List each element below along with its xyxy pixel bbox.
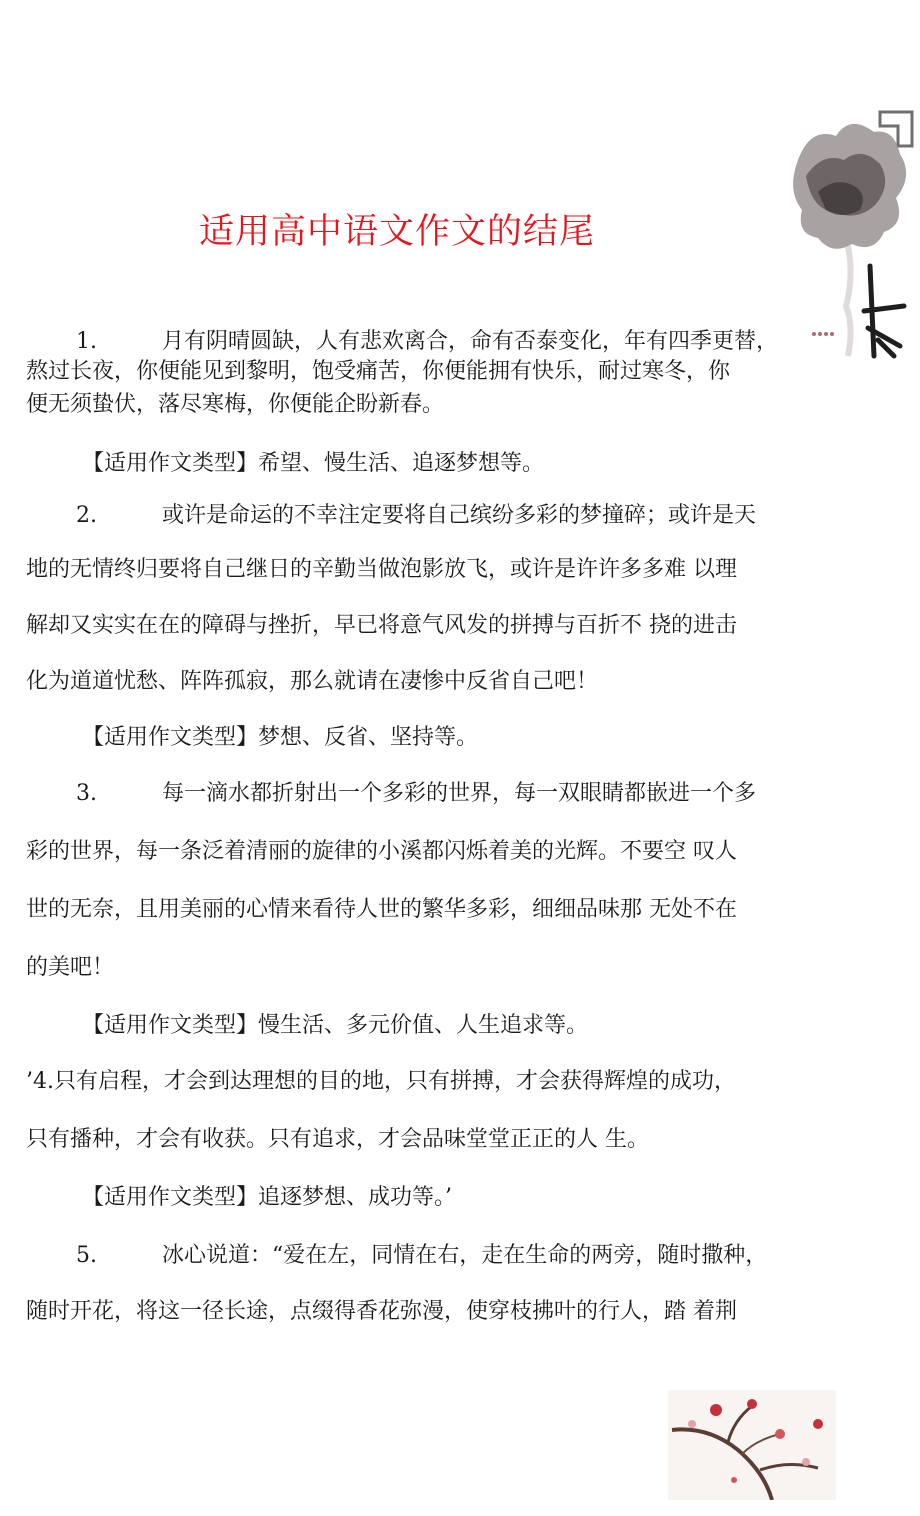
line-text: 【适用作文类型】希望、慢生活、追逐梦想等。 <box>82 451 545 476</box>
ink-landscape-painting-icon <box>788 106 916 384</box>
line-text: 的美吧！ <box>26 955 115 980</box>
type-note <box>26 448 852 480</box>
line-text: 或许是命运的不幸注定要将自己缤纷多彩的梦撞碎；或许是天 <box>162 503 757 528</box>
text-line <box>26 666 796 698</box>
text-line <box>26 389 796 421</box>
text-line <box>26 356 796 388</box>
type-note <box>26 722 852 754</box>
line-text: 化为道道忧愁、阵阵孤寂，那么就请在凄惨中反省自己吧！ <box>26 669 599 694</box>
line-text: 熬过长夜，你便能见到黎明，饱受痛苦，你便能拥有快乐，耐过寒冬，你 <box>26 359 731 384</box>
plum-blossom-branch-icon <box>668 1390 836 1500</box>
line-text: 【适用作文类型】慢生活、多元价值、人生追求等。 <box>82 1013 589 1038</box>
text-line <box>26 1296 796 1328</box>
line-text: 【适用作文类型】梦想、反省、坚持等。 <box>82 725 479 750</box>
text-line <box>26 554 796 586</box>
document-title: 适用高中语文作文的结尾 <box>198 212 595 252</box>
line-text: 冰心说道：“爱在左，同情在右，走在生命的两旁，随时撒种， <box>162 1243 768 1268</box>
line-text: 彩的世界，每一条泛着清丽的旋律的小溪都闪烁着美的光辉。不要空 叹人 <box>26 839 737 864</box>
line-text: 世的无奈，且用美丽的心情来看待人世的繁华多彩，细细品味那 无处不在 <box>26 897 737 922</box>
text-line <box>26 610 796 642</box>
text-line <box>26 1124 796 1156</box>
text-line <box>26 1240 796 1272</box>
line-text: 【适用作文类型】追逐梦想、成功等。’ <box>82 1185 452 1210</box>
line-text: 月有阴晴圆缺，人有悲欢离合，命有否泰变化，年有四季更替， <box>162 329 779 354</box>
line-text: 每一滴水都折射出一个多彩的世界，每一双眼睛都嵌进一个多 <box>162 781 757 806</box>
text-line <box>26 778 796 810</box>
line-text: 地的无情终归要将自己继日的辛勤当做泡影放飞，或许是许许多多难 以理 <box>26 557 737 582</box>
line-text: 随时开花，将这一径长途，点缀得香花弥漫，使穿枝拂叶的行人，踏 着荆 <box>26 1299 737 1324</box>
line-text: ’4.只有启程，才会到达理想的目的地，只有拼搏，才会获得辉煌的成功， <box>26 1069 736 1094</box>
item-number: 3. <box>76 781 97 806</box>
text-line <box>26 500 796 532</box>
text-line <box>26 952 796 984</box>
text-line <box>26 326 796 358</box>
type-note <box>26 1182 852 1214</box>
text-line <box>26 1066 796 1098</box>
line-text: 便无须蛰伏，落尽寒梅，你便能企盼新春。 <box>26 392 445 417</box>
item-number: 1. <box>76 329 97 354</box>
text-line <box>26 836 796 868</box>
line-text: 只有播种，才会有收获。只有追求，才会品味堂堂正正的人 生。 <box>26 1127 649 1152</box>
item-number: 5. <box>76 1243 97 1268</box>
text-line <box>26 894 796 926</box>
line-text: 解却又实实在在的障碍与挫折，早已将意气风发的拼搏与百折不 挠的进击 <box>26 613 737 638</box>
type-note <box>26 1010 852 1042</box>
item-number: 2. <box>76 503 97 528</box>
